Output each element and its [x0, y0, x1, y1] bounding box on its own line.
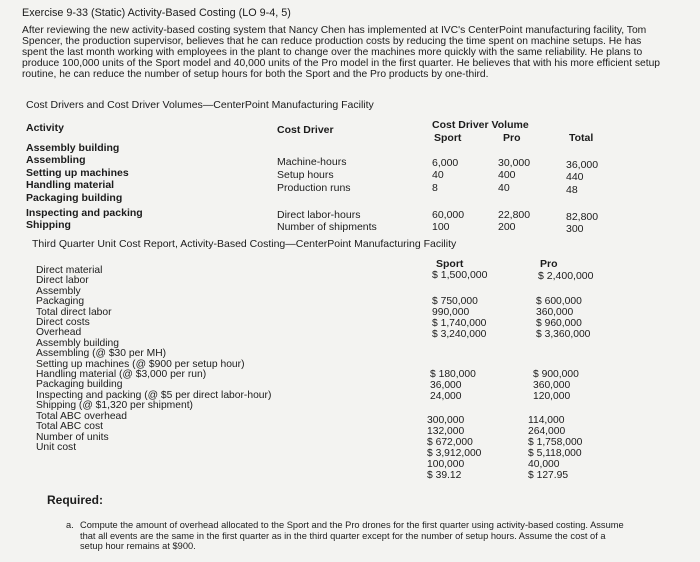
row-label: Direct labor — [36, 275, 89, 287]
pro-value: 360,000 — [533, 380, 571, 391]
col-header-sport: Sport — [436, 258, 464, 270]
total-volume: 48 — [566, 184, 578, 196]
required-item-a — [80, 520, 680, 552]
col-header-pro: Pro — [540, 258, 558, 270]
row-label: Setting up machines (@ $900 per setup hour) — [36, 358, 245, 370]
row-label: Total direct labor — [36, 306, 112, 318]
row-label: Packaging building — [36, 379, 123, 391]
pro-volume: 200 — [498, 221, 516, 233]
activity-label: Assembling — [26, 154, 86, 166]
sport-volume: 6,000 — [432, 157, 459, 169]
activity-label: Setting up machines — [26, 167, 129, 179]
pro-value: $ 900,000 — [533, 369, 579, 380]
pro-value: 264,000 — [528, 426, 566, 437]
pro-value: 120,000 — [533, 391, 571, 402]
intro-line: routine, he can reduce the number of setup hours for both the Sport and the Pro products by one-third. — [22, 69, 489, 80]
activity-label: Assembly building — [26, 142, 120, 154]
activity-label: Shipping — [26, 219, 71, 231]
pro-value: 40,000 — [528, 459, 560, 470]
pro-value: 360,000 — [536, 307, 574, 318]
pro-values-group1 — [536, 296, 590, 340]
activity-label: Packaging building — [26, 192, 123, 204]
driver-label: Machine-hours — [277, 156, 347, 168]
pro-value: $ 1,758,000 — [528, 437, 583, 448]
sport-value: $ 1,740,000 — [432, 318, 487, 329]
row-label: Assembly building — [36, 337, 119, 349]
col-header-activity: Activity — [26, 122, 64, 134]
item-marker: a. — [66, 520, 74, 530]
sport-value: 990,000 — [432, 307, 470, 318]
sport-value: 300,000 — [427, 415, 465, 426]
sport-direct-material: $ 1,500,000 — [432, 269, 488, 281]
row-label: Number of units — [36, 431, 109, 443]
sport-value: $ 672,000 — [427, 437, 473, 448]
cost-report-labels — [36, 266, 271, 453]
pro-value: $ 960,000 — [536, 318, 582, 329]
row-label: Total ABC cost — [36, 421, 103, 433]
sport-value: $ 39.12 — [427, 470, 462, 481]
row-label: Inspecting and packing (@ $5 per direct labor-hour) — [36, 389, 272, 401]
total-volume: 82,800 — [566, 211, 599, 223]
sport-value: $ 750,000 — [432, 296, 478, 307]
total-volume: 36,000 — [566, 159, 599, 171]
required-heading: Required: — [47, 493, 104, 507]
pro-direct-material: $ 2,400,000 — [538, 270, 594, 282]
row-label: Assembling (@ $30 per MH) — [36, 348, 167, 360]
col-header-cost-driver: Cost Driver — [277, 124, 334, 136]
row-label: Handling material (@ $3,000 per run) — [36, 369, 207, 381]
required-line: setup hour remains at $900. — [80, 541, 196, 551]
row-label: Direct costs — [36, 317, 90, 329]
sport-values-group2 — [430, 369, 476, 402]
required-line: Compute the amount of overhead allocated to the Sport and the Pro drones for the first quarter using activity-based costing. Assume — [80, 520, 624, 530]
sport-value: 132,000 — [427, 426, 465, 437]
activity-label: Inspecting and packing — [26, 207, 143, 219]
sport-value: $ 180,000 — [430, 369, 476, 380]
sport-value: $ 3,912,000 — [427, 448, 482, 459]
intro-paragraph — [22, 25, 698, 80]
row-label: Packaging — [36, 296, 85, 308]
sport-volume: 8 — [432, 182, 438, 194]
sport-values-group3 — [427, 415, 481, 481]
pro-values-group2 — [533, 369, 579, 402]
intro-line: Spencer, the production supervisor, believes that he can reduce production costs by reducing the time spent on machine setups. He has — [22, 36, 642, 47]
exercise-title: Exercise 9-33 (Static) Activity-Based Costing (LO 9-4, 5) — [22, 7, 291, 19]
col-header-sport: Sport — [434, 132, 462, 144]
sport-value: 36,000 — [430, 380, 462, 391]
row-label: Total ABC overhead — [36, 410, 128, 422]
intro-line: produce 100,000 units of the Sport model and 40,000 units of the Pro model in the first quarter. He believes that with his more efficient setup — [22, 58, 661, 69]
row-label: Overhead — [36, 327, 82, 339]
pro-values-group3 — [528, 415, 582, 481]
row-label: Direct material — [36, 265, 103, 276]
pro-value: $ 5,118,000 — [528, 448, 582, 459]
intro-line: After reviewing the new activity-based costing system that Nancy Chen has implemented at IVC's CenterPoint manufacturing facility, Tom — [22, 25, 647, 36]
pro-value: $ 3,360,000 — [536, 329, 591, 340]
pro-value: $ 127.95 — [528, 470, 569, 481]
sport-value: $ 3,240,000 — [432, 329, 487, 340]
pro-volume: 400 — [498, 169, 516, 181]
driver-label: Direct labor-hours — [277, 209, 361, 221]
activity-label: Handling material — [26, 179, 115, 191]
total-volume: 440 — [566, 171, 584, 183]
sport-value: 24,000 — [430, 391, 462, 402]
sport-value: 100,000 — [427, 459, 465, 470]
sport-volume: 100 — [432, 221, 450, 233]
driver-label: Production runs — [277, 182, 351, 194]
pro-volume: 40 — [498, 182, 510, 194]
row-label: Assembly — [36, 285, 81, 297]
pro-value: $ 600,000 — [536, 296, 582, 307]
required-line: that all events are the same in the first quarter as in the third quarter except for the number of setup hours. Assume the cost of a — [80, 530, 606, 541]
row-label: Shipping (@ $1,320 per shipment) — [36, 400, 193, 412]
row-label: Unit cost — [36, 441, 77, 453]
col-header-pro: Pro — [503, 132, 521, 144]
pro-value: 114,000 — [528, 415, 565, 426]
driver-label: Number of shipments — [277, 221, 377, 233]
sport-volume: 40 — [432, 169, 444, 181]
intro-line: spent the last month working with employees in the plant to change over the machines more quickly with the same reliability. He plans to — [22, 47, 643, 58]
col-header-volume: Cost Driver Volume — [432, 119, 529, 131]
sport-values-group1 — [432, 296, 486, 340]
sport-volume: 60,000 — [432, 209, 465, 221]
table1-title: Cost Drivers and Cost Driver Volumes—CenterPoint Manufacturing Facility — [26, 99, 374, 111]
pro-volume: 22,800 — [498, 209, 531, 221]
total-volume: 300 — [566, 223, 584, 235]
driver-label: Setup hours — [277, 169, 334, 181]
table2-title: Third Quarter Unit Cost Report, Activity-Based Costing—CenterPoint Manufacturing Facility — [32, 238, 457, 250]
pro-volume: 30,000 — [498, 157, 531, 169]
col-header-total: Total — [569, 132, 594, 144]
